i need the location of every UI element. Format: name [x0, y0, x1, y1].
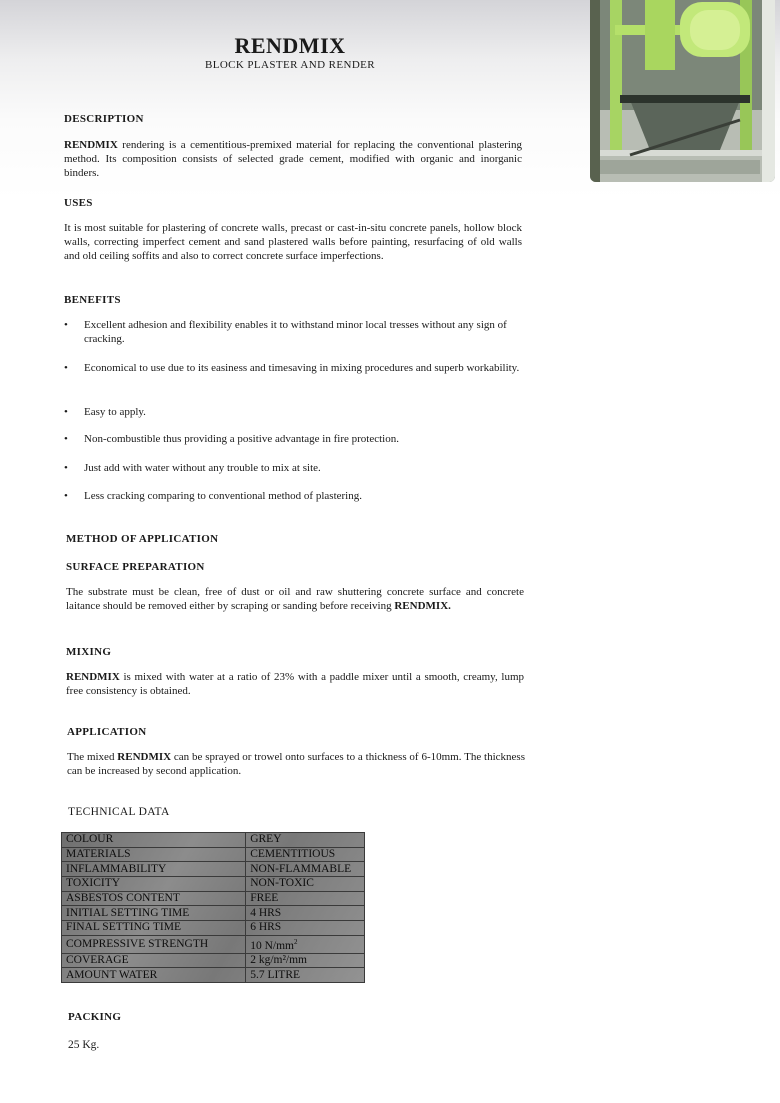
value-cell: NON-TOXIC	[246, 877, 365, 892]
method-heading: METHOD OF APPLICATION	[66, 533, 219, 545]
table-row	[62, 877, 365, 892]
benefits-heading: BENEFITS	[64, 294, 121, 306]
table-row	[62, 833, 365, 848]
value-cell: FREE	[246, 891, 365, 906]
value-cell: GREY	[246, 833, 365, 848]
benefit-text: Excellent adhesion and flexibility enables it to withstand minor local tresses without any sign of cracking.	[84, 319, 507, 345]
value-cell: 4 HRS	[246, 906, 365, 921]
application-body-end: can be sprayed or trowel onto surfaces to a thickness of 6-10mm. The thickness can be increased by second application.	[67, 751, 525, 777]
mixing-plant-photo	[590, 0, 775, 182]
bullet-icon: •	[64, 490, 68, 502]
value-cell: 6 HRS	[246, 921, 365, 936]
mixing-plant-illustration	[590, 0, 775, 182]
table-row	[62, 847, 365, 862]
surface-preparation-product-name: RENDMIX.	[394, 600, 451, 612]
benefit-text: Easy to apply.	[84, 406, 146, 418]
mixing-heading: MIXING	[66, 646, 112, 658]
bullet-icon: •	[64, 406, 68, 418]
property-cell: ASBESTOS CONTENT	[62, 891, 246, 906]
value-text: 10 N/mm	[250, 939, 294, 952]
description-heading: DESCRIPTION	[64, 113, 144, 125]
description-body: rendering is a cementitious-premixed material for replacing the conventional plastering method. Its composition consists of selected grade cement, modified with organic and inorganic binders.	[64, 139, 522, 179]
value-cell	[246, 935, 365, 953]
property-cell: MATERIALS	[62, 847, 246, 862]
table-row	[62, 906, 365, 921]
document-subtitle: BLOCK PLASTER AND RENDER	[204, 59, 376, 71]
application-body-start: The mixed	[67, 751, 118, 763]
surface-preparation-body: The substrate must be clean, free of dust or oil and raw shuttering concrete surface and concrete laitance should be removed either by scraping or sanding before receiving	[66, 586, 524, 612]
application-heading: APPLICATION	[67, 726, 147, 738]
bullet-icon: •	[64, 319, 68, 331]
property-cell: INITIAL SETTING TIME	[62, 906, 246, 921]
table-row	[62, 921, 365, 936]
application-product-name: RENDMIX	[117, 751, 172, 763]
bullet-icon: •	[64, 362, 68, 374]
value-cell: 2 kg/m²/mm	[246, 953, 365, 968]
mixing-text	[66, 670, 524, 698]
property-cell: TOXICITY	[62, 877, 246, 892]
property-cell: AMOUNT WATER	[62, 968, 246, 983]
table-row	[62, 968, 365, 983]
benefit-text: Just add with water without any trouble to mix at site.	[84, 462, 321, 474]
table-row	[62, 891, 365, 906]
property-cell: COLOUR	[62, 833, 246, 848]
surface-preparation-text	[66, 585, 524, 613]
uses-text: It is most suitable for plastering of concrete walls, precast or cast-in-situ concrete panels, hollow block walls, correcting imperfect cement and sand plastered walls before painting, resurfacing of old walls and old ceiling soffits and also to correct concrete surface imperfections.	[64, 222, 522, 262]
property-cell: COVERAGE	[62, 953, 246, 968]
table-row	[62, 953, 365, 968]
value-cell: NON-FLAMMABLE	[246, 862, 365, 877]
table-row	[62, 935, 365, 953]
bullet-icon: •	[64, 433, 68, 445]
property-cell: INFLAMMABILITY	[62, 862, 246, 877]
surface-preparation-heading: SURFACE PREPARATION	[66, 561, 205, 573]
value-superscript: 2	[293, 937, 298, 946]
property-cell: COMPRESSIVE STRENGTH	[62, 935, 246, 953]
property-cell: FINAL SETTING TIME	[62, 921, 246, 936]
technical-data-table	[61, 832, 365, 983]
document-title: RENDMIX	[234, 33, 346, 58]
description-text	[64, 138, 522, 180]
uses-heading: USES	[64, 197, 93, 209]
packing-heading: PACKING	[68, 1011, 122, 1023]
table-row	[62, 862, 365, 877]
mixing-body: is mixed with water at a ratio of 23% with a paddle mixer until a smooth, creamy, lump free consistency is obtained.	[66, 671, 524, 697]
benefit-text: Non-combustible thus providing a positive advantage in fire protection.	[84, 433, 399, 445]
mixing-product-name: RENDMIX	[66, 671, 120, 683]
value-cell: 5.7 LITRE	[246, 968, 365, 983]
description-product-name: RENDMIX	[64, 139, 118, 151]
benefit-text: Economical to use due to its easiness and timesaving in mixing procedures and superb workability.	[84, 362, 520, 374]
bullet-icon: •	[64, 462, 68, 474]
packing-text: 25 Kg.	[68, 1039, 100, 1051]
value-cell: CEMENTITIOUS	[246, 847, 365, 862]
application-text	[67, 750, 525, 778]
benefit-text: Less cracking comparing to conventional method of plastering.	[84, 490, 362, 502]
technical-data-label: TECHNICAL DATA	[68, 806, 170, 818]
